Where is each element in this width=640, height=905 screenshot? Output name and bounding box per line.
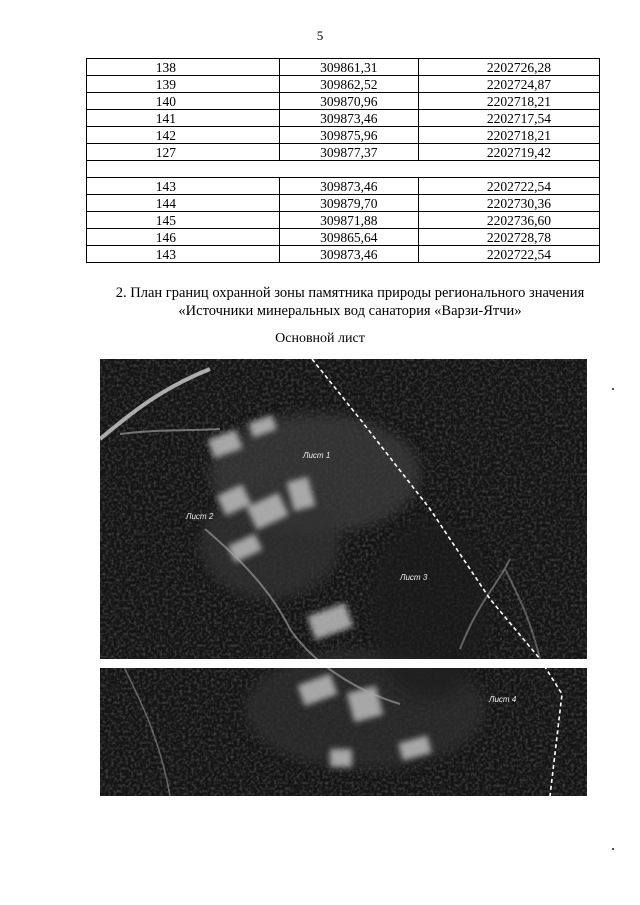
y-coordinate-cell: 2202717,54 [418, 110, 599, 127]
table-row [87, 212, 600, 229]
point-number-cell: 141 [87, 110, 280, 127]
point-number-cell: 140 [87, 93, 280, 110]
page-number: 5 [316, 28, 324, 43]
y-coordinate-cell: 2202722,54 [418, 178, 599, 195]
point-number-cell: 143 [87, 178, 280, 195]
table-row [87, 76, 600, 93]
table-row [87, 59, 600, 76]
y-coordinate-cell: 2202718,21 [418, 127, 599, 144]
table-row [87, 110, 600, 127]
satellite-map [100, 359, 587, 796]
point-number-cell: 146 [87, 229, 280, 246]
x-coordinate-cell: 309865,64 [279, 229, 418, 246]
map-title: Основной лист [275, 331, 365, 346]
point-number-cell: 127 [87, 144, 280, 161]
x-coordinate-cell: 309873,46 [279, 178, 418, 195]
map-imagery [100, 359, 587, 796]
point-number-cell: 142 [87, 127, 280, 144]
y-coordinate-cell: 2202736,60 [418, 212, 599, 229]
table-row [87, 229, 600, 246]
table-row [87, 246, 600, 263]
coordinates-table [86, 58, 600, 263]
x-coordinate-cell: 309862,52 [279, 76, 418, 93]
margin-mark [612, 388, 614, 390]
x-coordinate-cell: 309861,31 [279, 59, 418, 76]
table-row [87, 195, 600, 212]
margin-mark [612, 848, 614, 850]
section-heading-line2: «Источники минеральных вод санатория «Варзи-Ятчи» [178, 303, 522, 319]
spacer-cell [87, 161, 600, 178]
section-heading [60, 284, 640, 320]
table-spacer-row [87, 161, 600, 178]
y-coordinate-cell: 2202718,21 [418, 93, 599, 110]
table-row [87, 127, 600, 144]
point-number-cell: 139 [87, 76, 280, 93]
x-coordinate-cell: 309877,37 [279, 144, 418, 161]
point-number-cell: 138 [87, 59, 280, 76]
y-coordinate-cell: 2202728,78 [418, 229, 599, 246]
map-label-sheet4: Лист 4 [489, 695, 517, 704]
x-coordinate-cell: 309879,70 [279, 195, 418, 212]
map-label-sheet3: Лист 3 [400, 573, 428, 582]
y-coordinate-cell: 2202724,87 [418, 76, 599, 93]
y-coordinate-cell: 2202722,54 [418, 246, 599, 263]
y-coordinate-cell: 2202719,42 [418, 144, 599, 161]
x-coordinate-cell: 309873,46 [279, 110, 418, 127]
x-coordinate-cell: 309873,46 [279, 246, 418, 263]
map-label-sheet2: Лист 2 [186, 512, 214, 521]
y-coordinate-cell: 2202726,28 [418, 59, 599, 76]
section-heading-line1: 2. План границ охранной зоны памятника природы регионального значения [115, 285, 585, 301]
point-number-cell: 145 [87, 212, 280, 229]
map-label-sheet1: Лист 1 [303, 451, 331, 460]
table-row [87, 178, 600, 195]
y-coordinate-cell: 2202730,36 [418, 195, 599, 212]
x-coordinate-cell: 309871,88 [279, 212, 418, 229]
point-number-cell: 144 [87, 195, 280, 212]
x-coordinate-cell: 309875,96 [279, 127, 418, 144]
point-number-cell: 143 [87, 246, 280, 263]
table-row [87, 144, 600, 161]
x-coordinate-cell: 309870,96 [279, 93, 418, 110]
table-row [87, 93, 600, 110]
